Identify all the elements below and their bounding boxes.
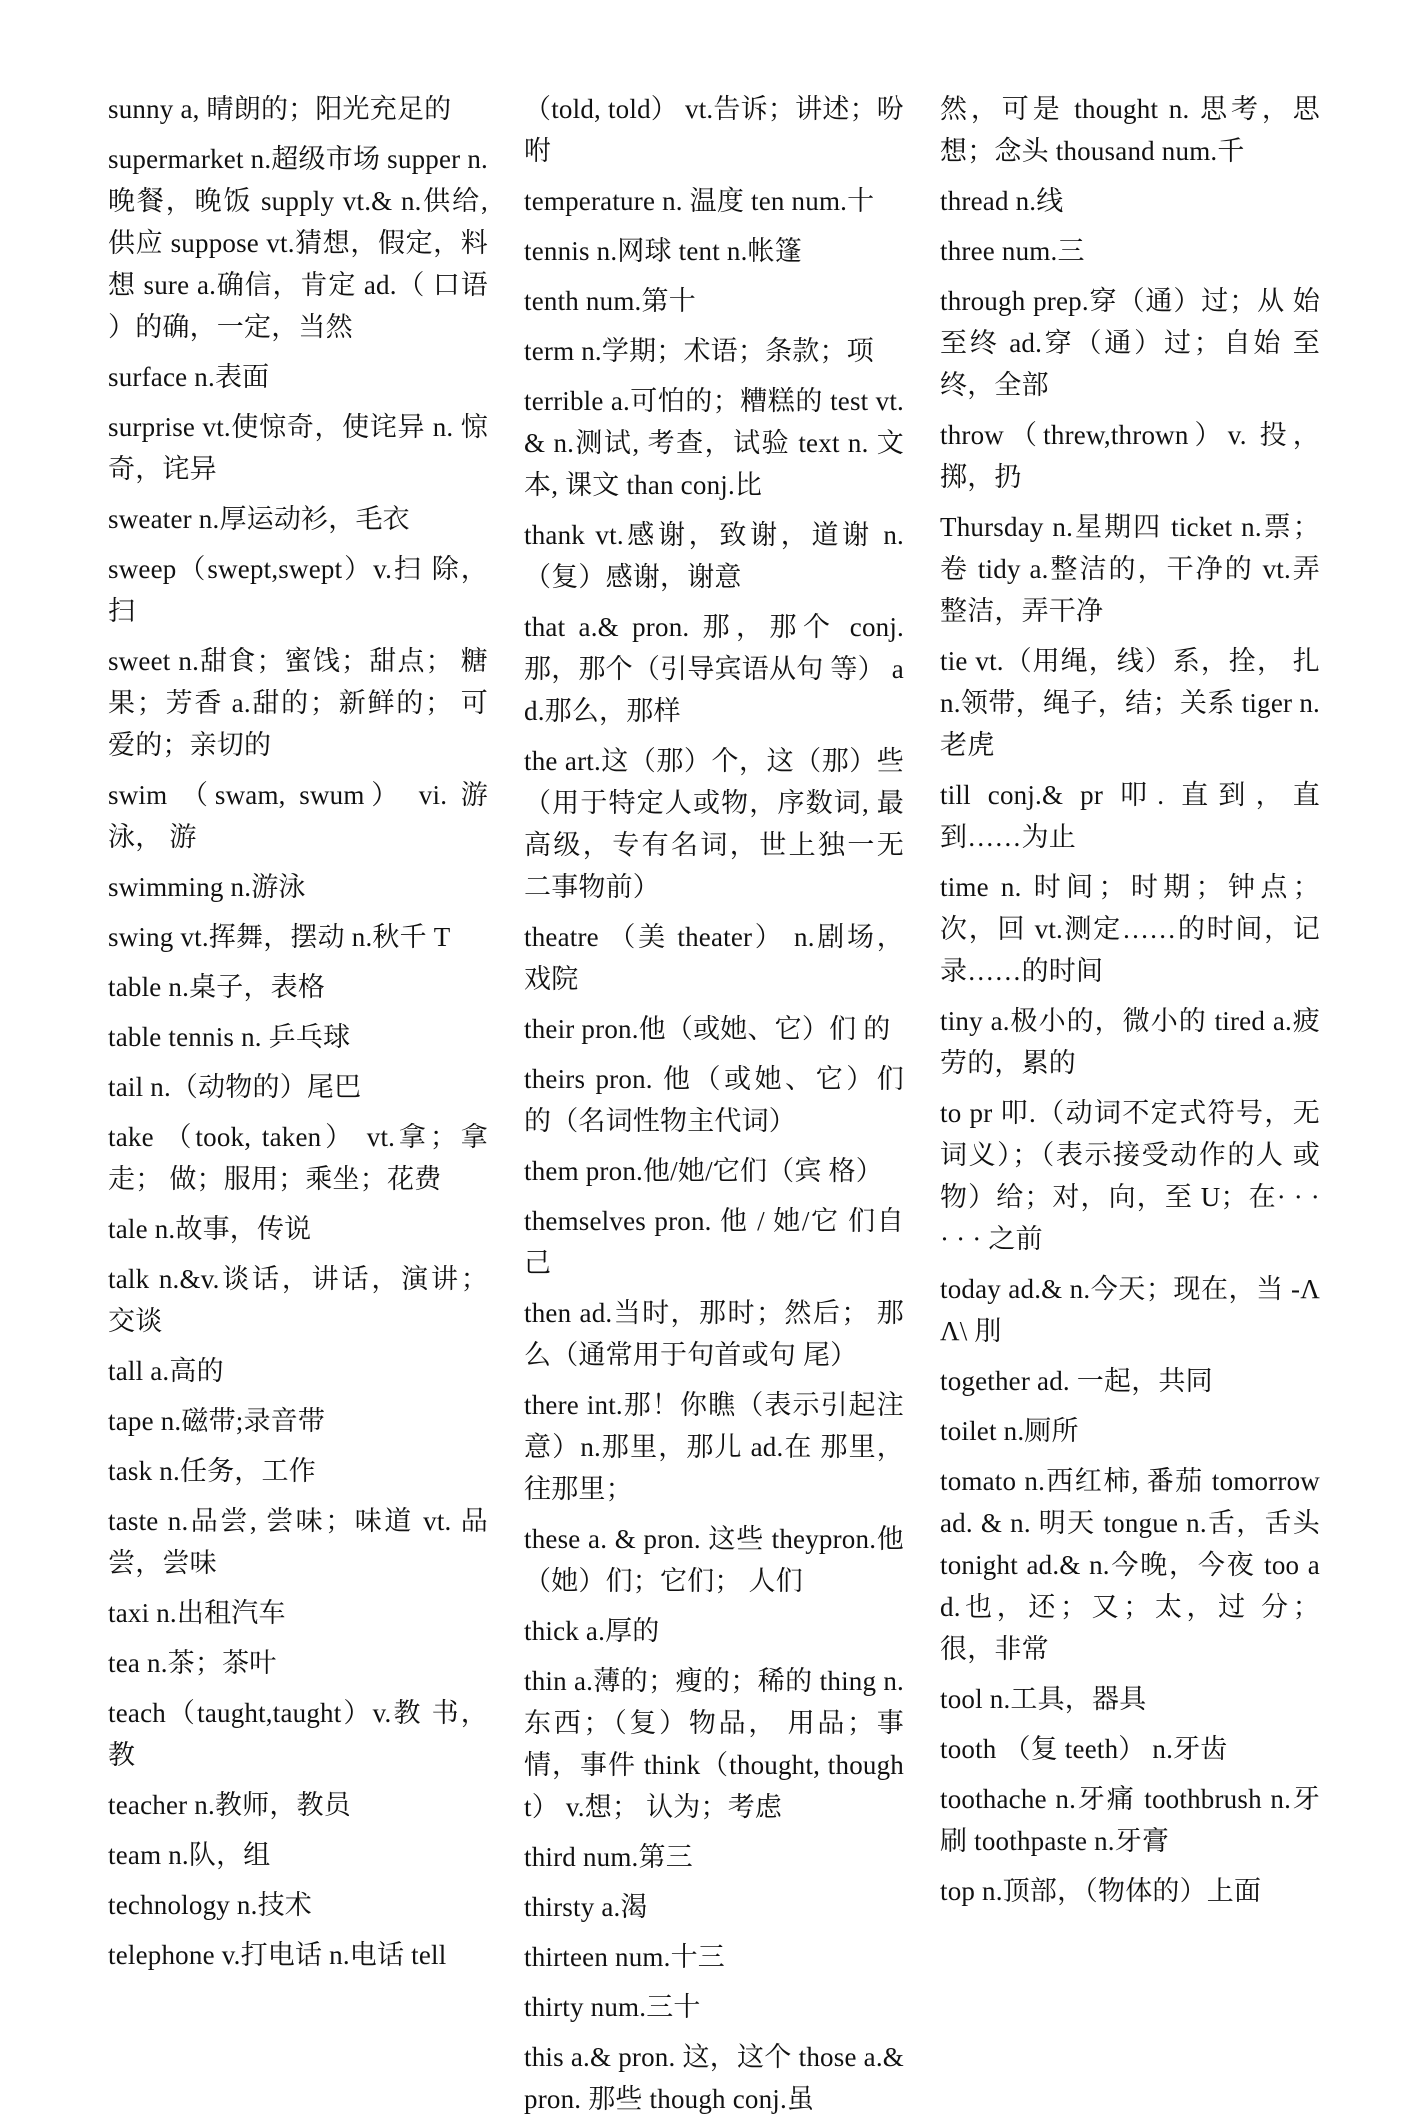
vocab-entry: tomato n.西红柿, 番茄 tomorrow ad. & n. 明天 tongue n.舌，舌头 tonight ad.& n.今晚，今夜 too ad.也，还；又；太，过 分；很，非常 xyxy=(940,1466,1320,1664)
vocab-entry: theatre （美 theater） n.剧场，戏院 xyxy=(524,922,904,994)
vocab-entry: thick a.厚的 xyxy=(524,1616,660,1646)
vocab-entry: third num.第三 xyxy=(524,1842,693,1872)
vocab-entry: toilet n.厕所 xyxy=(940,1416,1079,1446)
vocab-entry: three num.三 xyxy=(940,236,1085,266)
vocab-entry: surprise vt.使惊奇，使诧异 n. 惊奇，诧异 xyxy=(108,412,488,484)
vocab-entry: this a.& pron. 这，这个 those a.& pron. 那些 though conj.虽 xyxy=(524,2042,904,2114)
vocab-entry: supermarket n.超级市场 supper n.晚餐，晚饭 supply vt.& n.供给, 供应 suppose vt.猜想，假定，料想 sure a.确信，肯定 ad.（ 口语 ）的确，一定，当然 xyxy=(108,144,488,342)
vocab-entry: tea n.茶；茶叶 xyxy=(108,1648,277,1678)
vocab-entry: sweater n.厚运动衫，毛衣 xyxy=(108,504,410,534)
vocab-entry: thank vt.感谢，致谢，道谢 n. （复）感谢，谢意 xyxy=(524,520,904,592)
vocab-entry: toothache n.牙痛 toothbrush n.牙刷 toothpaste n.牙膏 xyxy=(940,1784,1320,1856)
vocab-entry: tie vt.（用绳，线）系，拴， 扎 n.领带，绳子，结；关系 tiger n.老虎 xyxy=(940,646,1320,760)
vocab-entry: today ad.& n.今天；现在，当 -ΛΛ\ 刖 xyxy=(940,1274,1320,1346)
vocab-entry: time n. 时间；时期；钟点；次，回 vt.测定……的时间，记录……的时间 xyxy=(940,872,1320,986)
vocab-entry: table n.桌子，表格 xyxy=(108,972,326,1002)
vocab-entry: swimming n.游泳 xyxy=(108,872,306,902)
vocab-entry: surface n.表面 xyxy=(108,362,270,392)
vocab-entry: that a.& pron. 那，那个 conj. 那，那个（引导宾语从句 等） ad.那么，那样 xyxy=(524,612,904,726)
vocab-entry: tenth num.第十 xyxy=(524,286,696,316)
vocab-entry: tooth （复 teeth） n.牙齿 xyxy=(940,1734,1228,1764)
vocab-entry: there int.那！你瞧（表示引起注意）n.那里，那儿 ad.在 那里，往那里； xyxy=(524,1390,904,1504)
vocab-entry: these a. & pron. 这些 theypron.他（她）们；它们； 人们 xyxy=(524,1524,904,1596)
vocab-entry: temperature n. 温度 ten num.十 xyxy=(524,186,875,216)
vocab-entry: tail n.（动物的）尾巴 xyxy=(108,1072,362,1102)
vocab-entry: together ad. 一起，共同 xyxy=(940,1366,1213,1396)
vocab-entry: terrible a.可怕的；糟糕的 test vt. & n.测试, 考查，试验 text n. 文本, 课文 than conj.比 xyxy=(524,386,904,500)
column-1 xyxy=(108,88,488,1984)
vocab-entry: take （took, taken） vt.拿；拿走； 做；服用；乘坐；花费 xyxy=(108,1122,488,1194)
vocab-entry: telephone v.打电话 n.电话 tell xyxy=(108,1940,447,1970)
vocab-entry: through prep.穿（通）过；从 始至终 ad.穿（通）过；自始 至终，全部 xyxy=(940,286,1320,400)
vocab-entry: Thursday n.星期四 ticket n.票；卷 tidy a.整洁的，干净的 vt.弄整洁，弄干净 xyxy=(940,512,1320,626)
vocab-entry: swim （swam, swum） vi. 游泳， 游 xyxy=(108,780,488,852)
vocab-entry: talk n.&v.谈话，讲话，演讲；交谈 xyxy=(108,1264,488,1336)
vocab-entry: 然，可是 thought n. 思考，思想；念头 thousand num.千 xyxy=(940,94,1320,166)
vocab-entry: throw（threw,thrown）v. 投，掷，扔 xyxy=(940,420,1320,492)
vocab-entry: their pron.他（或她、它）们 的 xyxy=(524,1014,891,1044)
column-3 xyxy=(940,88,1320,1920)
vocab-entry: thread n.线 xyxy=(940,186,1064,216)
vocab-entry: table tennis n. 乒乓球 xyxy=(108,1022,351,1052)
vocab-entry: taste n.品尝, 尝味；味道 vt. 品尝，尝味 xyxy=(108,1506,488,1578)
vocab-entry: top n.顶部，（物体的）上面 xyxy=(940,1876,1262,1906)
vocab-entry: tale n.故事，传说 xyxy=(108,1214,312,1244)
vocab-entry: （told, told） vt.告诉；讲述；吩咐 xyxy=(524,94,904,166)
vocab-entry: task n.任务，工作 xyxy=(108,1456,316,1486)
vocab-entry: sweep（swept,swept）v.扫 除，扫 xyxy=(108,554,488,626)
vocab-entry: teach（taught,taught）v.教 书，教 xyxy=(108,1698,488,1770)
vocab-entry: till conj.& pr 叩. 直到，直到……为止 xyxy=(940,780,1320,852)
vocab-entry: team n.队，组 xyxy=(108,1840,271,1870)
vocab-entry: tall a.高的 xyxy=(108,1356,224,1386)
vocab-entry: teacher n.教师，教员 xyxy=(108,1790,351,1820)
vocab-entry: thirty num.三十 xyxy=(524,1992,701,2022)
vocab-entry: the art.这（那）个，这（那）些（用于特定人或物，序数词, 最高级，专有名词，世上独一无二事物前） xyxy=(524,746,904,902)
vocab-entry: then ad.当时，那时；然后； 那么（通常用于句首或句 尾） xyxy=(524,1298,904,1370)
vocab-entry: technology n.技术 xyxy=(108,1890,312,1920)
vocab-entry: swing vt.挥舞，摆动 n.秋千 T xyxy=(108,922,451,952)
vocab-entry: to pr 叩.（动词不定式符号，无词义）；（表示接受动作的人 或物）给；对，向，至 U；在· · · · · · 之前 xyxy=(940,1098,1320,1254)
vocab-entry: tool n.工具，器具 xyxy=(940,1684,1147,1714)
vocab-entry: them pron.他/她/它们（宾 格） xyxy=(524,1156,883,1186)
vocab-entry: sweet n.甜食；蜜饯；甜点； 糖果；芳香 a.甜的；新鲜的； 可爱的；亲切的 xyxy=(108,646,488,760)
vocab-entry: thin a.薄的；瘦的；稀的 thing n.东西；（复）物品， 用品；事情，事件 think（thought, thought） v.想； 认为；考虑 xyxy=(524,1666,904,1822)
column-2 xyxy=(524,88,904,2128)
vocab-entry: tiny a.极小的，微小的 tired a.疲劳的，累的 xyxy=(940,1006,1320,1078)
vocab-entry: sunny a, 晴朗的；阳光充足的 xyxy=(108,94,452,124)
vocab-entry: thirsty a.渴 xyxy=(524,1892,648,1922)
vocab-entry: term n.学期；术语；条款；项 xyxy=(524,336,874,366)
vocab-entry: thirteen num.十三 xyxy=(524,1942,725,1972)
vocab-entry: tape n.磁带;录音带 xyxy=(108,1406,326,1436)
vocab-entry: themselves pron. 他 / 她/它 们自己 xyxy=(524,1206,904,1278)
vocab-entry: tennis n.网球 tent n.帐篷 xyxy=(524,236,802,266)
vocab-entry: taxi n.出租汽车 xyxy=(108,1598,286,1628)
vocab-entry: theirs pron. 他（或她、它）们 的（名词性物主代词） xyxy=(524,1064,904,1136)
